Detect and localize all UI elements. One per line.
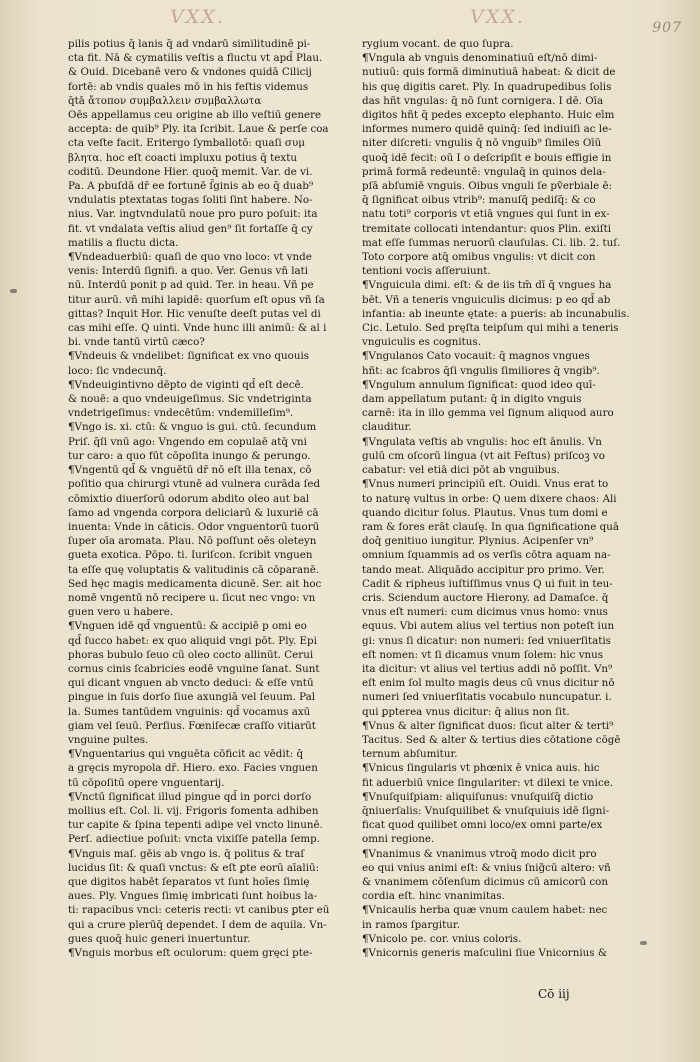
left-column-line: ¶Vnctū ſignificat illud pingue qd̄ in porci dorſo: [68, 790, 312, 803]
left-column-line: ¶Vnguen idē qd̄ vnguentū: & accipiē p omi eo: [68, 620, 307, 633]
right-column-line: eſt enim ſol multo magis deus cū vnus dicitur nō: [362, 677, 615, 690]
left-column-line: lucidus ſit: & quaſi vnctus: & eſt ꝑte eorū aīaliū:: [68, 861, 320, 874]
right-column-line: q̄niuerſalis: Vnuſquilibet & vnuſquiuis idē ſigni-: [362, 804, 610, 817]
left-column-line: gueta exotica. Pōpo. ti. Iuriſcon. ſcribit vnguen: [68, 549, 313, 562]
right-column-line: ¶Vngulum annulum ſignificat: quod ideo quī-: [362, 378, 596, 391]
right-column-line: & vnanimem cōſenſum dicimus cū amicorū con: [362, 875, 608, 888]
right-column-line: pſā abſumiē vnguis. Oibus vnguli ſe pṽerbiale ē:: [362, 180, 613, 193]
right-column-line: gulū cm oſcorū lingua (vt ait Feſtus) priſcoꝫ vo: [362, 449, 605, 462]
left-column-line: Priſ. q̄ſi vnū ago: Vngendo em copulaē atq̄ vni: [68, 435, 307, 448]
right-column-line: fit aduerbiū vnice ſingulariter: vt dilexi te vnice.: [362, 776, 614, 789]
right-column-line: dam appellatum putant: q̄ in digito vnguis: [362, 393, 582, 406]
left-column-line: q̄tā ἄτοπον συμβαλλειν συμβαλλωτα: [68, 94, 262, 107]
right-column-line: equus. Vbi autem alius vel tertius non poteſt iun: [362, 620, 615, 633]
left-column-line: ¶Vndeaduerbiū: quaſi de quo vno loco: vt vnde: [68, 251, 312, 264]
left-column-line: qui a crure plerūq̄ dependet. I dem de aquila. Vn-: [68, 918, 327, 931]
left-column-line: & nouē: a quo vndeuigeſimus. Sic vndetriginta: [68, 393, 312, 406]
right-column-line: carnē: ita in illo gemma vel ſignum aliquod auro: [362, 407, 614, 420]
right-column-line: Cic. Letulo. Sed pręſta teipſum qui mihi a teneris: [362, 322, 619, 335]
pencil-mark-right: VXX.: [470, 6, 525, 28]
left-column-line: cta fit. Nā & cymatilis veſtis a fluctu vt apd̄ Plau.: [68, 52, 323, 65]
left-column-line: mollius eſt. Col. li. vij. Frigoris fomenta adhiben: [68, 804, 319, 817]
left-column-line: vndulatis ptextatas togas ſoliti ſint habere. No-: [68, 194, 313, 207]
right-column-line: in ramos ſpargitur.: [362, 918, 460, 931]
text-column-left: [68, 37, 358, 960]
left-column-line: a gręcis myropola dr̄. Hiero. exo. Facies vnguen: [68, 762, 318, 775]
right-column-line: Cadit & ripheus iuſtiſſimus vnus Q ui fuit in teu-: [362, 577, 613, 590]
left-column-line: giam vel ſeuū. Perſius. Fœniſecæ craſſo vitiarūt: [68, 719, 316, 732]
left-column-line: inuenta: Vnde in cāticis. Odor vnguentorū tuorū: [68, 520, 320, 533]
left-column-line: bi. vnde tantū virtū cæco?: [68, 336, 205, 349]
right-column-line: rygium vocant. de quo ſupra.: [362, 38, 514, 50]
right-column-line: vnus eſt numeri: cum dicimus vnus homo: vnus: [362, 606, 608, 619]
right-column-line: ¶Vngulanos Cato vocauit: q̄ magnos vngues: [362, 350, 590, 363]
right-column-line: ¶Vnicolo pe. cor. vnius coloris.: [362, 932, 522, 945]
right-column-line: vnguiculis es cognitus.: [362, 336, 481, 349]
left-column-line: ti: rapacibus vnci: ceteris recti: vt canibus ꝑter eū: [68, 904, 330, 917]
left-column-line: guen vero u habere.: [68, 606, 174, 619]
left-column-line: phoras bubulo ſeuo cū oleo cocto allinūt. Cerui: [68, 648, 314, 661]
right-column-line: doq̄ genitiuo iungitur. Plynius. Acipenſer vn⁹: [362, 535, 594, 548]
left-column-line: ¶Vnguentarius qui vnguēta cōficit ac vēdit: q̄: [68, 748, 304, 761]
left-column-line: matilis a fluctu dicta.: [68, 236, 179, 249]
binding-mark: [10, 289, 17, 293]
right-column-line: omni regione.: [362, 833, 435, 846]
right-column-line: clauditur.: [362, 421, 412, 434]
signature-mark: Cō iij: [538, 987, 570, 1001]
left-column-line: cornus cinis ſcabricies eodē vnguine ſanat. Sunt: [68, 662, 320, 675]
folio-number: 907: [652, 20, 682, 36]
right-column-line: ¶Vnicus ſingularis vt phœnix ē vnica auis. hic: [362, 762, 600, 775]
right-column-line: Tacitus. Sed & alter & tertius dies cōtatione cōgē: [362, 733, 621, 746]
right-column-line: ¶Vngula ab vnguis denominatiuū eſt/nō dimi-: [362, 52, 598, 65]
left-column-line: ſuper oīa aromata. Plau. Nō poſſunt oēs oleteyn: [68, 535, 317, 548]
right-column-line: ¶Vnicaulis herba quæ vnum caulem habet: nec: [362, 904, 608, 917]
right-column-line: das hñt vngulas: q̄ nō ſunt cornigera. I dē. Oīa: [362, 94, 604, 107]
right-column-line: ¶Vnicornis generis maſculini ſiue Vnicornius &: [362, 947, 607, 959]
right-column-line: tentioni vocis aſſeruiunt.: [362, 265, 491, 278]
left-column-line: fit. vt vndalata veſtis aliud gen⁹ ſit fortaſſe q̄ cy: [68, 222, 313, 235]
left-column-line: Perſ. adiectiue poſuit: vncta vixiſſe patella ſemp.: [68, 833, 321, 846]
left-column-line: nomē vngentū nō recipere u. ſicut nec vngo: vn: [68, 591, 316, 604]
left-column-line: tū cōpoſitū opere vnguentarij.: [68, 776, 225, 789]
right-column-line: eſt nomen: vt ſi dicamus vnum ſolem: hic vnus: [362, 648, 604, 661]
left-column-line: titur aurū. vñ mihi lapidē: quorſum eſt opus vñ ſa: [68, 293, 325, 306]
right-column-line: primā formā redeuntē: vngulaq̄ in quinos dela-: [362, 165, 606, 178]
left-column-line: ſamo ad vngenda corpora deliciarū & luxuriē cā: [68, 506, 319, 519]
left-column-line: la. Sumes tantūdem vnguinis: qd̄ vocamus axū: [68, 705, 311, 718]
left-column-line: vndetrigeſimus: vndecētūm: vndemilleſim⁹.: [68, 407, 294, 420]
right-column-line: ram & fores erāt clauſę. In qua ſignificatione quā: [362, 520, 619, 533]
right-column-line: qui ꝑpterea vnus dicitur: q̄ alius non ſit.: [362, 705, 570, 718]
left-column-line: nius. Var. ingtvndulatū noue pro puro poſuit: ita: [68, 208, 318, 221]
left-column-line: qd̄ ſucco habet: ex quo aliquid vngi pōt. Ply. Epi: [68, 634, 317, 647]
left-column-line: qui dicant vnguen ab vncto deduci: & eſſe vntū: [68, 677, 314, 690]
text-column-right: [362, 37, 652, 960]
right-column-line: cabatur: vel etiā dici pōt ab vnguibus.: [362, 464, 560, 477]
left-column-line: nū. Interdū ponit p ad quid. Ter. in heau. Vñ pe: [68, 279, 314, 292]
right-column-line: hñt: ac ſcabros q̄ſi vngulis ſimiliores q̄ vngib⁹.: [362, 364, 600, 377]
left-column-line: ¶Vnguis morbus eſt oculorum: quem gręci pte-: [68, 947, 313, 959]
right-column-line: tando meat. Aliquādo accipitur pro primo. Ver.: [362, 563, 605, 576]
left-column-line: venis: Interdū ſignifi. a quo. Ver. Genus vñ lati: [68, 265, 309, 278]
right-column-line: omnium ſquammis ad os verſis cōtra aquam na-: [362, 549, 611, 562]
right-column-line: niter diſcreti: vngulis q̄ nō vnguib⁹ ſimiles Oīū: [362, 137, 602, 150]
right-column-line: ¶Vnus numeri principiū eſt. Ouidi. Vnus erat to: [362, 478, 609, 491]
left-column-line: Oēs appellamus ceu origine ab illo veſtiū genere: [68, 109, 322, 122]
right-column-line: quoq̄ idē fecit: oū I o deſcripſit e bouis effigie in: [362, 151, 612, 164]
right-column-line: mat eſſe ſummas neruorū clauſulas. Ci. lib. 2. tuſ.: [362, 236, 621, 249]
right-column-line: ternum abſumitur.: [362, 748, 458, 761]
left-column-line: ta eſſe quę voluptatis & valitudinis cā cōparanē.: [68, 563, 320, 576]
right-column-line: to naturę vultus in orbe: Q uem dixere chaos: Ali: [362, 492, 617, 505]
right-column-line: q̄ ſignificat oibus vtrib⁹: manuſq̄ pediſq̄: & co: [362, 194, 596, 207]
right-column-line: infantia: ab ineunte ętate: a pueris: ab incunabulis.: [362, 307, 630, 320]
left-column-line: fortē: ab vndis quales mō in his feſtis videmus: [68, 80, 309, 93]
right-column-line: ¶Vnanimus & vnanimus vtroq̄ modo dicit pro: [362, 847, 597, 860]
left-column-line: poſitio qua chirurgi vtunē ad vulnera curāda ſed: [68, 478, 321, 491]
left-column-line: cta veſte facit. Eritergo ſymballotō: quaſi συμ: [68, 137, 305, 150]
right-column-line: quando dicitur ſolus. Plautus. Vnus tum domi e: [362, 506, 608, 519]
binding-mark: [640, 941, 647, 945]
left-column-line: loco: ſic vndecunq̄.: [68, 364, 167, 377]
right-column-line: tremitate collocati intendantur: quos Plin. exiſti: [362, 222, 612, 235]
left-column-line: ¶Vngentū qd̄ & vnguētū dr̄ nō eſt illa tenax, cō: [68, 464, 312, 477]
left-column-line: tur caro: a quo fūt cōpoſita inungo & perungo.: [68, 449, 311, 462]
right-column-line: cordia eſt. hinc vnanimitas.: [362, 890, 505, 903]
right-column-line: ita dicitur: vt alius vel tertius addi nō poſſit. Vn⁹: [362, 662, 613, 675]
left-column-line: accepta: de quib⁹ Ply. ita ſcribit. Laue & perſe coa: [68, 123, 329, 136]
right-column-line: eo qui vnius animi eſt: & vnius ſnig̃cū altero: vñ: [362, 861, 611, 874]
left-column-line: que digitos habēt ſeparatos vt ſunt hoīes ſimię: [68, 875, 310, 888]
right-column-line: digitos hñt q̄ pedes excepto elephanto. Huic eīm: [362, 109, 615, 122]
left-column-line: Pa. A pbuſdā dr̄ ee fortunē ſ̄ginis ab eo q̄ duab⁹: [68, 180, 314, 193]
left-column-line: tur capite & ſpina tepenti adipe vel vncto linunē.: [68, 819, 323, 832]
left-column-line: & Ouid. Dicebanē vero & vndones quidā Cilicij: [68, 66, 312, 79]
left-column-line: pingue in ſuis dorſo ſiue axungiā vel ſeuum. Pal: [68, 691, 316, 704]
left-column-line: cas mihi eſſe. Q uinti. Vnde hunc illi animū: & al i: [68, 322, 327, 335]
left-column-line: ¶Vndeuigintivno dēpto de viginti qd̄ eſt decē.: [68, 378, 304, 391]
right-column-line: ¶Vnguicula dimi. eſt: & de iis tm̄ dī q̄ vngues ha: [362, 279, 612, 292]
left-column-line: Sed hęc magis medicamenta dicunē. Ser. ait hoc: [68, 577, 322, 590]
left-column-line: aues. Ply. Vngues ſimię imbricati ſunt hoibus la-: [68, 890, 318, 903]
right-column-line: nutiuū: quis formā diminutiuā habeat: & dicit de: [362, 66, 616, 79]
left-column-line: vnguine pultes.: [68, 733, 149, 746]
right-column-line: ¶Vngulata veſtis ab vngulis: hoc eſt ānulis. Vn: [362, 435, 602, 448]
right-column-line: bēt. Vñ a teneris vnguiculis dicimus: p eo qd̄ ab: [362, 293, 611, 306]
right-column-line: numeri ſed vniuerſitatis vocabulo nuncupatur. i.: [362, 691, 612, 704]
right-column-line: ¶Vnuſquiſpiam: aliquiſunus: vnuſquiſq̄ dictio: [362, 790, 594, 803]
right-column-line: Toto corpore atq̄ omibus vngulis: vt dicit con: [362, 251, 596, 264]
left-column-line: gittas? Inquit Hor. Hic venuſte deeſt putas vel di: [68, 307, 321, 320]
pencil-mark-left: VXX.: [170, 6, 225, 28]
left-column-line: ¶Vndeuis & vndelibet: ſignificat ex vno quouis: [68, 350, 310, 363]
left-column-line: cōmixtio diuerſorū odorum abdito oleo aut bal: [68, 492, 310, 505]
right-column-line: ¶Vnus & alter ſignificat duos: ſicut alter & terti⁹: [362, 719, 614, 732]
left-column-line: ¶Vnguis maſ. gēis ab vngo is. q̄ politus & traſ: [68, 847, 305, 860]
right-column-line: his quę digitis caret. Ply. In quadrupedibus ſolis: [362, 80, 612, 93]
right-column-line: natu toti⁹ corporis vt etiā vngues qui ſunt in ex-: [362, 208, 610, 221]
left-column-line: coditū. Deundone Hier. quoq̄ memit. Var. de vi.: [68, 165, 313, 178]
right-column-line: informes numero quidē quinq̄: ſed indiuiſi ac le-: [362, 123, 612, 136]
left-column-line: ¶Vngo is. xi. ctū: & vnguo is gui. ctū. ſecundum: [68, 421, 317, 434]
right-column-line: gi: vnus ſi dicatur: non numeri: ſed vniuerſitatis: [362, 634, 611, 647]
right-column-line: cris. Sciendum auctore Hierony. ad Damaſce. q̄: [362, 591, 609, 604]
right-column-line: ficat quod quilibet omni loco/ex omni parte/ex: [362, 819, 603, 832]
left-column-line: pilis potius q̄ lanis q̄ ad vndarū similitudinē pi-: [68, 38, 311, 50]
left-column-line: gues quoq̄ huic generi inuertuntur.: [68, 932, 251, 945]
left-column-line: βλητα. hoc eſt coacti impluxu potius q̄ textu: [68, 151, 297, 164]
